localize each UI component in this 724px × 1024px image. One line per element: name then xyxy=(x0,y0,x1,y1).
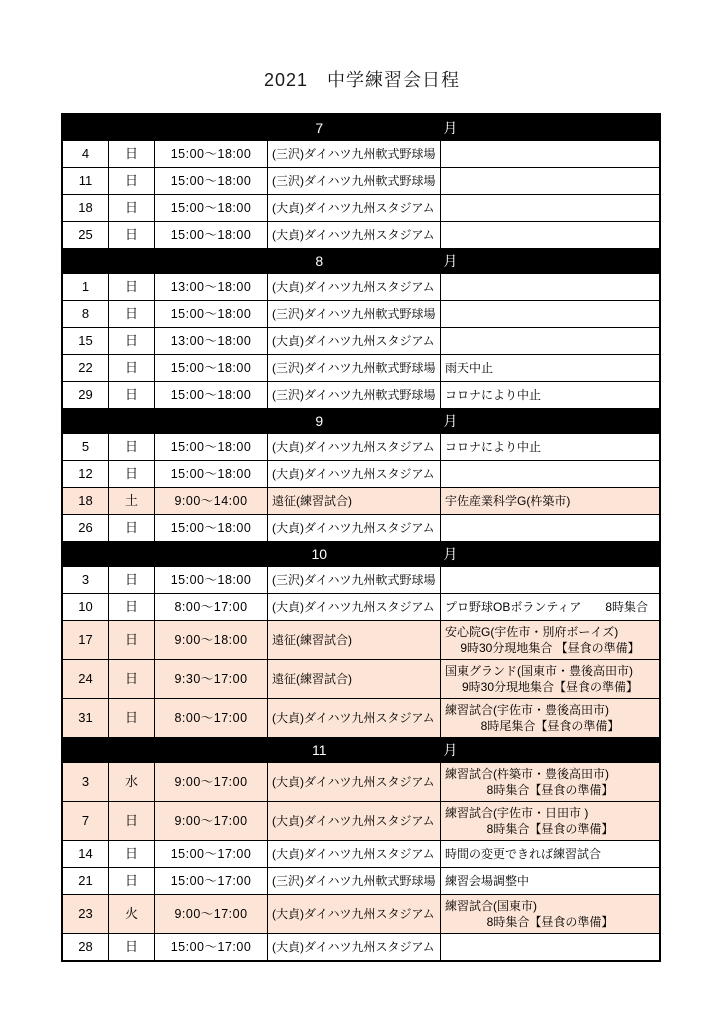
venue-cell: (三沢)ダイハツ九州軟式野球場 xyxy=(267,567,440,593)
table-row xyxy=(63,514,659,541)
venue-cell: (大貞)ダイハツ九州スタジアム xyxy=(267,594,440,620)
venue-cell: (大貞)ダイハツ九州スタジアム xyxy=(267,195,440,221)
time-cell: 15:00～18:00 xyxy=(154,222,267,248)
day-cell: 日 xyxy=(108,301,154,327)
table-row xyxy=(63,933,659,960)
month-number: 9 xyxy=(315,413,324,429)
note-line2: 9時30分現地集合【昼食の準備】 xyxy=(461,680,639,694)
date-cell: 31 xyxy=(78,710,93,725)
month-header-september xyxy=(63,408,659,434)
time-cell: 13:00～18:00 xyxy=(154,274,267,300)
month-header-august xyxy=(63,248,659,274)
note-cell xyxy=(440,895,659,933)
venue-cell: (大貞)ダイハツ九州スタジアム xyxy=(267,699,440,737)
note-line1: 雨天中止 xyxy=(445,361,494,375)
day-cell: 日 xyxy=(108,841,154,867)
date-cell: 10 xyxy=(78,599,93,614)
table-row xyxy=(63,381,659,408)
note-cell xyxy=(440,355,659,381)
time-cell: 15:00～18:00 xyxy=(154,355,267,381)
time-cell: 9:00～17:00 xyxy=(154,895,267,933)
day-cell: 火 xyxy=(108,895,154,933)
venue-cell: (大貞)ダイハツ九州スタジアム xyxy=(267,763,440,801)
date-cell: 17 xyxy=(78,632,93,647)
note-line1: 練習会場調整中 xyxy=(445,874,530,888)
time-cell: 15:00～18:00 xyxy=(154,141,267,167)
day-cell: 水 xyxy=(108,763,154,801)
table-row xyxy=(63,593,659,620)
note-line1: 安心院G(宇佐市・別府ボーイズ) xyxy=(445,625,619,639)
table-row-highlighted xyxy=(63,894,659,933)
date-cell: 14 xyxy=(78,846,93,861)
table-row xyxy=(63,840,659,867)
month-number: 10 xyxy=(311,546,328,562)
venue-cell: (三沢)ダイハツ九州軟式野球場 xyxy=(267,301,440,327)
table-row xyxy=(63,300,659,327)
date-cell: 7 xyxy=(81,813,90,828)
venue-cell: (大貞)ダイハツ九州スタジアム xyxy=(267,434,440,460)
month-number: 8 xyxy=(315,253,324,269)
page-title: 2021 中学練習会日程 xyxy=(263,70,461,90)
note-cell xyxy=(440,461,659,487)
time-cell: 13:00～18:00 xyxy=(154,328,267,354)
venue-cell: (大貞)ダイハツ九州スタジアム xyxy=(267,222,440,248)
month-number: 7 xyxy=(315,120,324,136)
date-cell: 12 xyxy=(78,466,93,481)
day-cell: 土 xyxy=(108,488,154,514)
day-cell: 日 xyxy=(108,594,154,620)
table-row-highlighted xyxy=(63,487,659,514)
note-line1: 練習試合(国東市) xyxy=(445,899,537,913)
table-row xyxy=(63,221,659,248)
time-cell: 9:00～14:00 xyxy=(154,488,267,514)
time-cell: 15:00～18:00 xyxy=(154,168,267,194)
table-row xyxy=(63,194,659,221)
month-suffix: 月 xyxy=(443,546,458,562)
date-cell: 24 xyxy=(78,671,93,686)
venue-cell: (大貞)ダイハツ九州スタジアム xyxy=(267,461,440,487)
month-suffix: 月 xyxy=(443,413,458,429)
day-cell: 日 xyxy=(108,868,154,894)
date-cell: 22 xyxy=(78,360,93,375)
time-cell: 15:00～18:00 xyxy=(154,382,267,408)
day-cell: 日 xyxy=(108,195,154,221)
note-line1: 国東グランド(国東市・豊後高田市) xyxy=(445,664,633,678)
venue-cell: 遠征(練習試合) xyxy=(267,488,440,514)
date-cell: 23 xyxy=(78,906,93,921)
day-cell: 日 xyxy=(108,382,154,408)
table-row xyxy=(63,434,659,460)
note-line2: 8時集合【昼食の準備】 xyxy=(486,783,614,797)
day-cell: 日 xyxy=(108,222,154,248)
day-cell: 日 xyxy=(108,328,154,354)
month-suffix: 月 xyxy=(443,742,458,758)
time-cell: 15:00～18:00 xyxy=(154,567,267,593)
table-row xyxy=(63,354,659,381)
venue-cell: 遠征(練習試合) xyxy=(267,660,440,698)
table-row xyxy=(63,567,659,593)
table-row xyxy=(63,327,659,354)
time-cell: 9:00～17:00 xyxy=(154,763,267,801)
date-cell: 25 xyxy=(78,227,93,242)
month-suffix: 月 xyxy=(443,253,458,269)
time-cell: 15:00～18:00 xyxy=(154,434,267,460)
time-cell: 15:00～17:00 xyxy=(154,868,267,894)
note-line1: コロナにより中止 xyxy=(445,388,542,402)
date-cell: 18 xyxy=(78,493,93,508)
day-cell: 日 xyxy=(108,141,154,167)
date-cell: 3 xyxy=(81,572,90,587)
note-cell xyxy=(440,802,659,840)
venue-cell: (三沢)ダイハツ九州軟式野球場 xyxy=(267,382,440,408)
note-cell xyxy=(440,868,659,894)
time-cell: 15:00～17:00 xyxy=(154,934,267,960)
venue-cell: (大貞)ダイハツ九州スタジアム xyxy=(267,274,440,300)
time-cell: 9:30～17:00 xyxy=(154,660,267,698)
schedule-table xyxy=(61,113,661,962)
time-cell: 15:00～18:00 xyxy=(154,515,267,541)
table-row xyxy=(63,460,659,487)
day-cell: 日 xyxy=(108,934,154,960)
note-line1: 練習試合(杵築市・豊後高田市) xyxy=(445,767,609,781)
time-cell: 8:00～17:00 xyxy=(154,594,267,620)
venue-cell: (大貞)ダイハツ九州スタジアム xyxy=(267,895,440,933)
venue-cell: (大貞)ダイハツ九州スタジアム xyxy=(267,328,440,354)
day-cell: 日 xyxy=(108,515,154,541)
table-row xyxy=(63,274,659,300)
date-cell: 1 xyxy=(81,279,90,294)
time-cell: 15:00～18:00 xyxy=(154,195,267,221)
date-cell: 18 xyxy=(78,200,93,215)
note-cell xyxy=(440,301,659,327)
time-cell: 9:00～17:00 xyxy=(154,802,267,840)
month-header-october xyxy=(63,541,659,567)
note-cell xyxy=(440,195,659,221)
day-cell: 日 xyxy=(108,699,154,737)
note-cell xyxy=(440,621,659,659)
day-cell: 日 xyxy=(108,660,154,698)
note-line1: 練習試合(宇佐市・日田市 ) xyxy=(445,806,589,820)
note-cell xyxy=(440,594,659,620)
note-cell xyxy=(440,141,659,167)
note-cell xyxy=(440,488,659,514)
venue-cell: (三沢)ダイハツ九州軟式野球場 xyxy=(267,168,440,194)
note-line1: コロナにより中止 xyxy=(445,440,542,454)
day-cell: 日 xyxy=(108,567,154,593)
venue-cell: (大貞)ダイハツ九州スタジアム xyxy=(267,841,440,867)
time-cell: 8:00～17:00 xyxy=(154,699,267,737)
date-cell: 28 xyxy=(78,939,93,954)
month-suffix: 月 xyxy=(443,120,458,136)
date-cell: 29 xyxy=(78,387,93,402)
note-cell xyxy=(440,934,659,960)
date-cell: 26 xyxy=(78,520,93,535)
note-cell xyxy=(440,274,659,300)
note-cell xyxy=(440,763,659,801)
time-cell: 15:00～18:00 xyxy=(154,301,267,327)
month-header-november xyxy=(63,737,659,763)
month-header-july xyxy=(63,115,659,141)
table-row-highlighted xyxy=(63,659,659,698)
note-cell xyxy=(440,222,659,248)
venue-cell: (大貞)ダイハツ九州スタジアム xyxy=(267,515,440,541)
note-cell xyxy=(440,434,659,460)
venue-cell: (三沢)ダイハツ九州軟式野球場 xyxy=(267,355,440,381)
table-row-highlighted xyxy=(63,620,659,659)
day-cell: 日 xyxy=(108,802,154,840)
note-cell xyxy=(440,382,659,408)
venue-cell: (大貞)ダイハツ九州スタジアム xyxy=(267,934,440,960)
day-cell: 日 xyxy=(108,168,154,194)
month-number: 11 xyxy=(311,742,327,758)
table-row-highlighted xyxy=(63,763,659,801)
day-cell: 日 xyxy=(108,621,154,659)
table-row xyxy=(63,167,659,194)
date-cell: 4 xyxy=(81,146,90,161)
day-cell: 日 xyxy=(108,434,154,460)
note-cell xyxy=(440,699,659,737)
time-cell: 15:00～18:00 xyxy=(154,461,267,487)
table-row xyxy=(63,867,659,894)
note-line1: 練習試合(宇佐市・豊後高田市) xyxy=(445,703,609,717)
note-line2: 8時集合【昼食の準備】 xyxy=(486,915,614,929)
note-cell xyxy=(440,515,659,541)
note-cell xyxy=(440,328,659,354)
note-line2: 9時30分現地集合 【昼食の準備】 xyxy=(460,641,640,655)
note-line1: プロ野球OBボランティア 8時集合 xyxy=(445,600,649,614)
time-cell: 15:00～17:00 xyxy=(154,841,267,867)
table-row xyxy=(63,141,659,167)
time-cell: 9:00～18:00 xyxy=(154,621,267,659)
note-line2: 8時集合【昼食の準備】 xyxy=(486,822,614,836)
venue-cell: (三沢)ダイハツ九州軟式野球場 xyxy=(267,868,440,894)
note-cell xyxy=(440,841,659,867)
note-line1: 宇佐産業科学G(杵築市) xyxy=(445,494,571,508)
table-row-highlighted xyxy=(63,801,659,840)
note-cell xyxy=(440,567,659,593)
note-cell xyxy=(440,660,659,698)
date-cell: 11 xyxy=(78,173,93,188)
day-cell: 日 xyxy=(108,355,154,381)
note-cell xyxy=(440,168,659,194)
note-line2: 8時尾集合【昼食の準備】 xyxy=(480,719,620,733)
day-cell: 日 xyxy=(108,461,154,487)
venue-cell: 遠征(練習試合) xyxy=(267,621,440,659)
day-cell: 日 xyxy=(108,274,154,300)
table-row-highlighted xyxy=(63,698,659,737)
date-cell: 15 xyxy=(78,333,93,348)
date-cell: 21 xyxy=(78,873,93,888)
venue-cell: (大貞)ダイハツ九州スタジアム xyxy=(267,802,440,840)
date-cell: 5 xyxy=(81,439,90,454)
note-line1: 時間の変更できれば練習試合 xyxy=(445,847,602,861)
date-cell: 8 xyxy=(81,306,90,321)
date-cell: 3 xyxy=(81,774,90,789)
venue-cell: (三沢)ダイハツ九州軟式野球場 xyxy=(267,141,440,167)
